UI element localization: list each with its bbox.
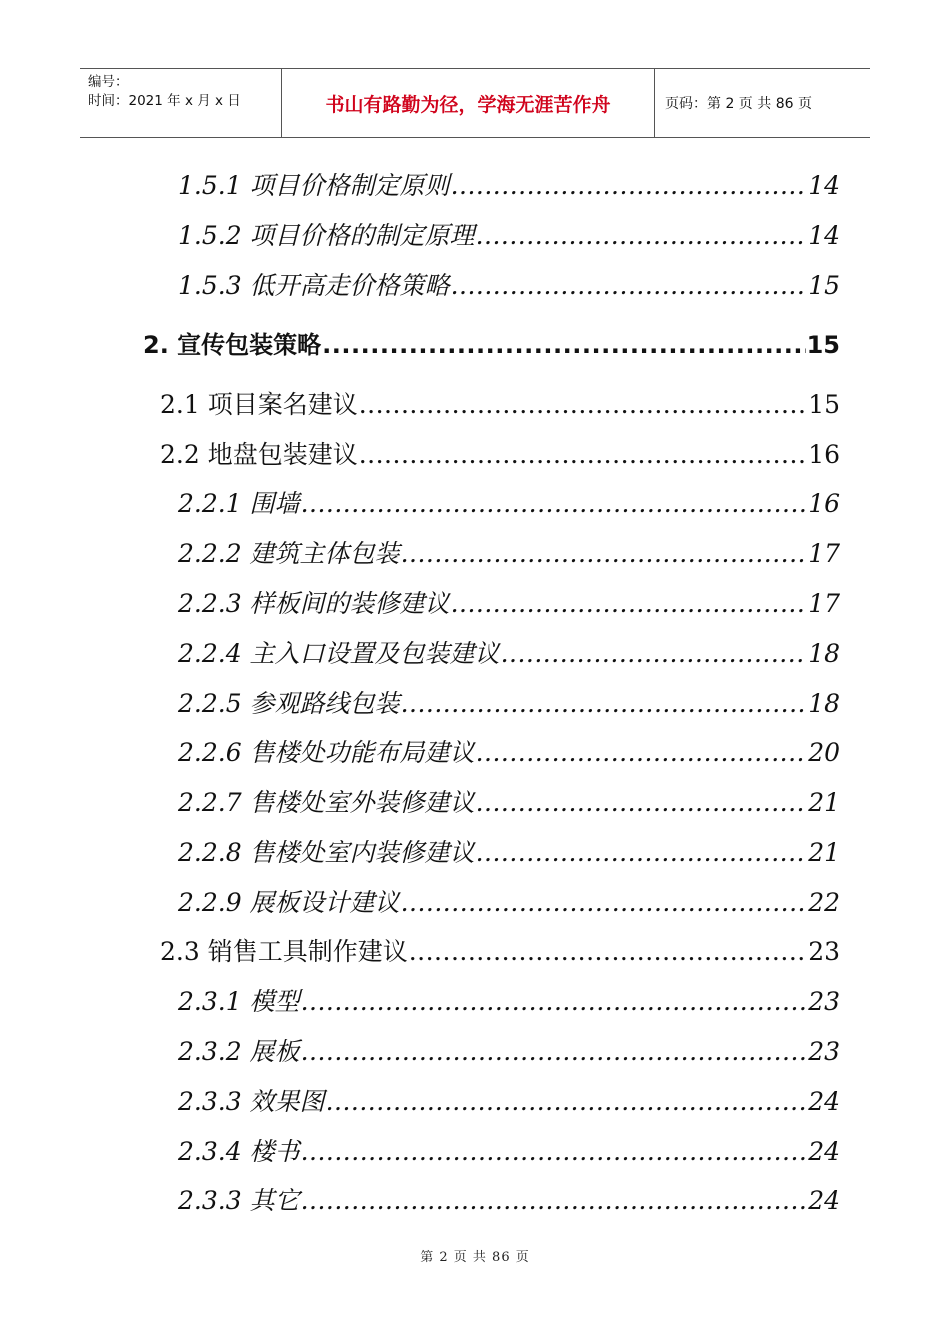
toc-dot-leader: [401, 888, 808, 917]
toc-entry[interactable]: [178, 266, 840, 302]
toc-entry-page: 22: [808, 888, 840, 917]
toc-entry[interactable]: [178, 1082, 840, 1118]
toc-entry-page: 23: [808, 1037, 840, 1066]
toc-entry-page: 15: [808, 390, 840, 419]
toc-entry[interactable]: [143, 325, 840, 360]
toc-entry[interactable]: [178, 733, 840, 769]
toc-entry[interactable]: [178, 484, 840, 520]
toc-entry[interactable]: [178, 982, 840, 1018]
toc-entry-page: 24: [808, 1186, 840, 1215]
toc-entry-title: 2.3.2 展板: [178, 1037, 300, 1066]
toc-entry-title: 2.1 项目案名建议: [160, 390, 358, 419]
toc-entry-title: 2.3.4 楼书: [178, 1137, 300, 1166]
toc-entry-page: 23: [808, 987, 840, 1016]
toc-dot-leader: [359, 390, 807, 419]
toc-dot-leader: [401, 689, 808, 718]
toc-dot-leader: [476, 788, 808, 817]
toc-entry-title: 2.2 地盘包装建议: [160, 440, 358, 469]
toc-dot-leader: [401, 539, 808, 568]
toc-entry[interactable]: [178, 166, 840, 202]
toc-dot-leader: [476, 738, 808, 767]
toc-entry-title: 2.3.1 模型: [178, 987, 300, 1016]
toc-entry-page: 15: [808, 271, 840, 300]
toc-dot-leader: [501, 639, 808, 668]
page-header: [80, 68, 870, 138]
document-date: 时间：2021 年 x 月 x 日: [88, 93, 241, 109]
toc-entry-page: 24: [808, 1137, 840, 1166]
toc-entry[interactable]: [160, 435, 840, 471]
toc-entry[interactable]: [178, 1032, 840, 1068]
toc-dot-leader: [301, 1137, 808, 1166]
toc-entry-title: 2.2.5 参观路线包装: [178, 689, 400, 718]
toc-entry-title: 2.2.4 主入口设置及包装建议: [178, 639, 500, 668]
toc-entry-page: 24: [808, 1087, 840, 1116]
toc-entry[interactable]: [178, 1132, 840, 1168]
toc-entry-page: 16: [808, 440, 840, 469]
toc-dot-leader: [451, 171, 808, 200]
toc-dot-leader: [301, 489, 808, 518]
header-motto: 书山有路勤为径，学海无涯苦作舟: [282, 69, 655, 137]
toc-dot-leader: [451, 589, 808, 618]
toc-entry-page: 18: [808, 689, 840, 718]
toc-dot-leader: [301, 1037, 808, 1066]
toc-entry-title: 2.2.6 售楼处功能布局建议: [178, 738, 475, 767]
toc-entry-page: 14: [808, 171, 840, 200]
toc-entry[interactable]: [178, 216, 840, 252]
page-footer: 第 2 页 共 86 页: [420, 1250, 530, 1265]
toc-entry[interactable]: [178, 883, 840, 919]
toc-entry-title: 2.2.8 售楼处室内装修建议: [178, 838, 475, 867]
toc-dot-leader: [476, 838, 808, 867]
toc-entry-page: 17: [808, 539, 840, 568]
toc-dot-leader: [476, 221, 808, 250]
toc-entry-title: 2.2.1 围墙: [178, 489, 300, 518]
toc-entry-title: 2.2.7 售楼处室外装修建议: [178, 788, 475, 817]
toc-entry-title: 2. 宣传包装策略: [143, 331, 322, 359]
toc-entry-page: 21: [808, 838, 840, 867]
toc-dot-leader: [301, 1186, 808, 1215]
toc-entry[interactable]: [160, 932, 840, 968]
toc-entry[interactable]: [178, 783, 840, 819]
toc-entry-title: 2.3 销售工具制作建议: [160, 937, 408, 966]
toc-entry-page: 17: [808, 589, 840, 618]
toc-dot-leader: [409, 937, 807, 966]
toc-entry[interactable]: [178, 833, 840, 869]
toc-entry-title: 1.5.3 低开高走价格策略: [178, 271, 450, 300]
toc-entry-title: 2.2.9 展板设计建议: [178, 888, 400, 917]
toc-entry-title: 2.2.2 建筑主体包装: [178, 539, 400, 568]
toc-entry-title: 1.5.1 项目价格制定原则: [178, 171, 450, 200]
toc-dot-leader: [301, 987, 808, 1016]
toc-entry-title: 2.3.3 其它: [178, 1186, 300, 1215]
toc-entry-page: 20: [808, 738, 840, 767]
toc-entry-page: 21: [808, 788, 840, 817]
toc-entry-page: 23: [808, 937, 840, 966]
toc-entry-page: 18: [808, 639, 840, 668]
toc-entry-title: 2.2.3 样板间的装修建议: [178, 589, 450, 618]
toc-entry[interactable]: [160, 385, 840, 421]
header-page-info: 页码：第 2 页 共 86 页: [665, 96, 812, 112]
toc-entry[interactable]: [178, 584, 840, 620]
toc-dot-leader: [322, 331, 805, 359]
toc-entry[interactable]: [178, 634, 840, 670]
toc-dot-leader: [451, 271, 808, 300]
header-meta: [80, 69, 282, 137]
toc-dot-leader: [359, 440, 807, 469]
toc-entry-page: 14: [808, 221, 840, 250]
toc-entry-title: 1.5.2 项目价格的制定原理: [178, 221, 475, 250]
toc-entry-page: 16: [808, 489, 840, 518]
toc-entry[interactable]: [178, 534, 840, 570]
toc-dot-leader: [326, 1087, 808, 1116]
toc-entry[interactable]: [178, 1181, 840, 1217]
toc-entry[interactable]: [178, 684, 840, 720]
document-number-label: 编号：: [88, 74, 129, 90]
toc-entry-page: 15: [806, 331, 840, 359]
toc-entry-title: 2.3.3 效果图: [178, 1087, 325, 1116]
